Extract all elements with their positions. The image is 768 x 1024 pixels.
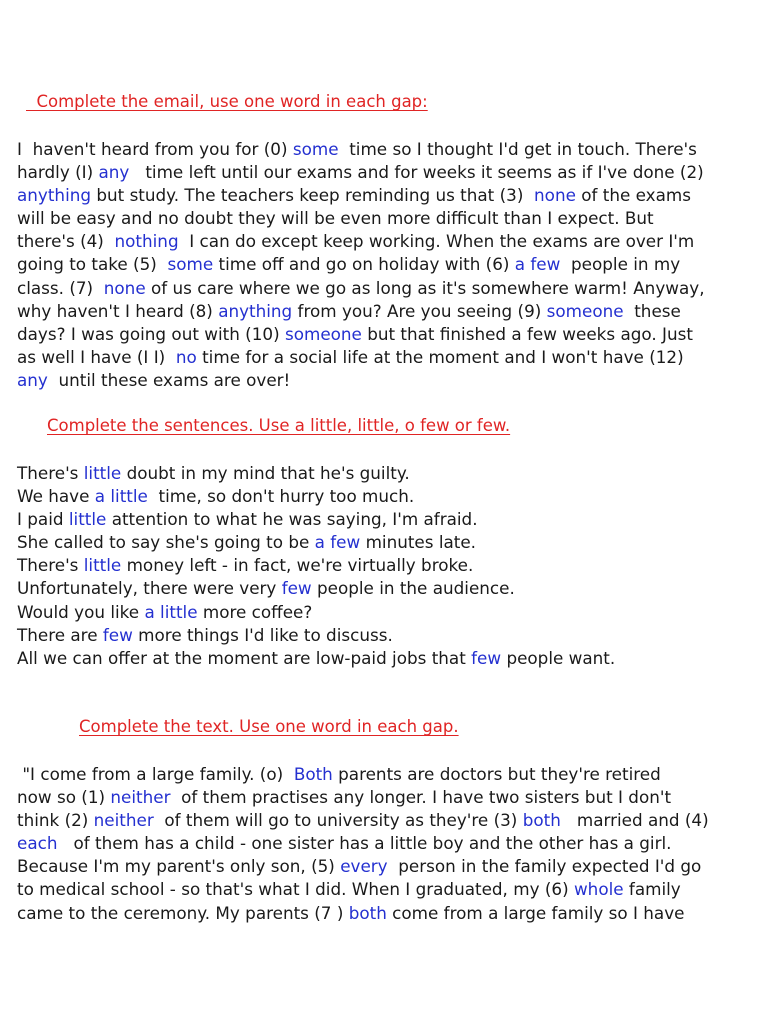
text-segment: will be easy and no doubt they will be even more difficult than I expect. But: [17, 208, 654, 229]
answer-word: neither: [110, 787, 171, 808]
text-segment: to medical school - so that's what I did. When I graduated, my (6): [17, 879, 574, 900]
text-segment: now so (1): [17, 787, 111, 808]
answer-word: any: [17, 369, 48, 390]
text-line: [17, 902, 747, 925]
answer-word: a little: [94, 486, 148, 507]
text-segment: these: [623, 300, 681, 321]
text-segment: of them practises any longer. I have two sisters but I don't: [170, 787, 672, 808]
text-segment: Unfortunately, there were very: [17, 578, 282, 599]
answer-word: a few: [514, 254, 561, 275]
text-segment: days? I was going out with (10): [17, 323, 285, 344]
text-line: [17, 369, 747, 392]
text-line: [17, 253, 747, 276]
text-line: [17, 878, 747, 901]
text-segment: family: [623, 879, 681, 900]
text-line: [17, 485, 747, 508]
answer-word: little: [83, 463, 122, 483]
text-segment: There's: [17, 463, 84, 483]
text-segment: of the exams: [575, 185, 691, 206]
text-line: [17, 184, 747, 207]
text-segment: There are: [17, 624, 103, 645]
text-line: [17, 207, 747, 230]
answer-word: few: [471, 647, 502, 668]
answer-word: both: [522, 810, 561, 831]
text-segment: There's: [17, 555, 84, 576]
text-segment: of us care where we go as long as it's somewhere warm! Anyway,: [145, 277, 705, 298]
text-segment: more coffee?: [197, 601, 313, 622]
text-segment: there's (4): [17, 231, 115, 252]
text-segment: hardly (I): [17, 162, 99, 183]
text-segment: but that finished a few weeks ago. Just: [361, 323, 693, 344]
text-segment: married and (4): [560, 810, 709, 831]
answer-word: Both: [293, 764, 333, 784]
text-line: [17, 624, 747, 647]
answer-word: no: [175, 346, 197, 367]
exercise-3-heading: Complete the text. Use one word in each gap.: [79, 717, 459, 736]
text-segment: person in the family expected I'd go: [387, 856, 702, 877]
text-line: [17, 763, 747, 786]
text-line: [17, 277, 747, 300]
text-line: [17, 138, 747, 161]
text-segment: attention to what he was saying, I'm afraid.: [106, 509, 478, 530]
text-segment: Because I'm my parent's only son, (5): [17, 856, 341, 877]
answer-word: every: [340, 856, 388, 877]
text-line: [17, 601, 747, 624]
text-segment: people in my: [560, 254, 681, 275]
text-segment: time left until our exams and for weeks it seems as if I've done (2): [129, 162, 704, 183]
answer-word: both: [348, 902, 387, 923]
exercise-2-heading: Complete the sentences. Use a little, little, o few or few.: [47, 416, 511, 435]
text-segment: from you? Are you seeing (9): [292, 300, 547, 321]
answer-word: a few: [314, 532, 361, 553]
text-line: [17, 554, 747, 577]
text-segment: Would you like: [17, 601, 145, 622]
answer-word: a little: [144, 601, 198, 622]
text-line: [17, 647, 747, 670]
text-segment: All we can offer at the moment are low-paid jobs that: [17, 647, 472, 668]
exercise-2-sentences: [17, 462, 747, 670]
text-line: [17, 832, 747, 855]
text-line: [17, 786, 747, 809]
answer-word: few: [281, 578, 312, 599]
text-segment: of them has a child - one sister has a little boy and the other has a girl.: [57, 833, 672, 854]
answer-word: anything: [17, 185, 92, 206]
text-segment: going to take (5): [17, 254, 168, 275]
text-segment: as well I have (I I): [17, 346, 176, 367]
text-line: [17, 577, 747, 600]
text-line: [17, 230, 747, 253]
text-segment: class. (7): [17, 277, 104, 298]
answer-word: some: [167, 254, 214, 275]
text-segment: parents are doctors but they're retired: [332, 764, 661, 784]
text-segment: came to the ceremony. My parents (7 ): [17, 902, 349, 923]
text-segment: money left - in fact, we're virtually broke.: [121, 555, 474, 576]
text-segment: We have: [17, 486, 95, 507]
text-segment: time so I thought I'd get in touch. There's: [338, 139, 697, 159]
answer-word: anything: [218, 300, 293, 321]
answer-word: each: [17, 833, 58, 854]
answer-word: none: [103, 277, 146, 298]
text-line: [17, 323, 747, 346]
text-line: [17, 508, 747, 531]
answer-word: little: [68, 509, 107, 530]
text-line: [17, 300, 747, 323]
text-segment: I haven't heard from you for (0): [17, 139, 293, 159]
text-segment: think (2): [17, 810, 94, 831]
answer-word: some: [292, 139, 339, 159]
text-line: [17, 855, 747, 878]
exercise-1-heading: Complete the email, use one word in each gap:: [26, 92, 428, 111]
text-segment: time, so don't hurry too much.: [147, 486, 415, 507]
answer-word: someone: [284, 323, 362, 344]
answer-word: any: [98, 162, 130, 183]
answer-word: few: [102, 624, 133, 645]
text-segment: time off and go on holiday with (6): [213, 254, 515, 275]
text-segment: until these exams are over!: [47, 369, 291, 390]
answer-word: neither: [93, 810, 154, 831]
text-line: [17, 462, 747, 485]
text-segment: people want.: [501, 647, 616, 668]
text-segment: why haven't I heard (8): [17, 300, 219, 321]
answer-word: none: [534, 185, 576, 206]
text-segment: "I come from a large family. (o): [17, 764, 294, 784]
text-line: [17, 346, 747, 369]
text-segment: She called to say she's going to be: [17, 532, 315, 553]
text-line: [17, 531, 747, 554]
text-segment: I paid: [17, 509, 69, 530]
text-segment: minutes late.: [360, 532, 477, 553]
text-segment: come from a large family so I have: [386, 902, 685, 923]
exercise-3-text: [17, 763, 747, 925]
text-segment: people in the audience.: [311, 578, 515, 599]
exercise-1-text: [17, 138, 747, 392]
text-segment: time for a social life at the moment and I won't have (12): [196, 346, 684, 367]
text-segment: doubt in my mind that he's guilty.: [121, 463, 410, 483]
answer-word: someone: [546, 300, 624, 321]
text-segment: I can do except keep working. When the exams are over I'm: [178, 231, 695, 252]
answer-word: whole: [573, 879, 624, 900]
text-line: [17, 809, 747, 832]
text-segment: of them will go to university as they're (3): [153, 810, 523, 831]
text-line: [17, 161, 747, 184]
text-segment: but study. The teachers keep reminding us that (3): [91, 185, 535, 206]
answer-word: little: [83, 555, 122, 576]
text-segment: more things I'd like to discuss.: [132, 624, 393, 645]
answer-word: nothing: [114, 231, 179, 252]
